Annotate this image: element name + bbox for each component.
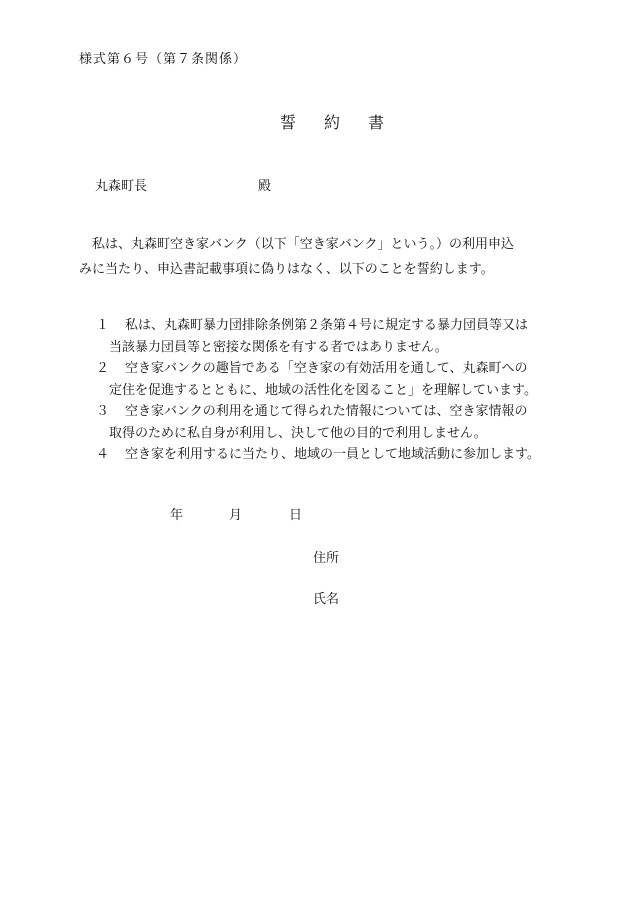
title-char: 誓 [280, 113, 297, 132]
intro-paragraph [79, 232, 589, 282]
pledge-item [79, 315, 599, 358]
pledge-item [79, 358, 599, 401]
title-char: 約 [324, 113, 341, 132]
pledge-item [79, 401, 599, 444]
title-char: 書 [368, 113, 385, 132]
addressee-honorific: 殿 [258, 179, 272, 194]
item-text: 当該暴力団員等と密接な関係を有する者ではありません。 [109, 339, 448, 355]
item-number: １ [96, 318, 110, 333]
addressee-name: 丸森町長 [95, 179, 148, 194]
item-text: 空き家バンクの利用を通じて得られた情報については、空き家情報の [125, 404, 528, 419]
address-label: 住所 [313, 551, 340, 566]
item-number: ４ [96, 447, 110, 462]
item-number: ２ [96, 361, 110, 376]
date-day: 日 [289, 508, 303, 523]
item-text: 取得のために私自身が利用し、決して他の目的で利用しません。 [109, 425, 487, 441]
intro-line: 私は、丸森町空き家バンク（以下「空き家バンク」という。）の利用申込 [92, 237, 514, 252]
item-text: 定住を促進するとともに、地域の活性化を図ること」を理解しています。 [109, 382, 537, 398]
item-text: 私は、丸森町暴力団排除条例第２条第４号に規定する暴力団員等又は [125, 318, 529, 333]
addressee [95, 175, 272, 194]
pledge-items [79, 315, 599, 466]
item-text: 空き家を利用するに当たり、地域の一員として地域活動に参加します。 [125, 447, 540, 462]
item-number: ３ [96, 404, 110, 419]
intro-line: みに当たり、申込書記載事項に偽りはなく、以下のことを誓約します。 [79, 262, 494, 277]
form-number: 様式第６号（第７条関係） [79, 52, 248, 67]
item-text: 空き家バンクの趣旨である「空き家の有効活用を通して、丸森町への [125, 361, 528, 376]
date-year: 年 [170, 508, 184, 523]
pledge-item [79, 444, 599, 466]
date-month: 月 [229, 508, 243, 523]
name-label: 氏名 [313, 592, 340, 607]
